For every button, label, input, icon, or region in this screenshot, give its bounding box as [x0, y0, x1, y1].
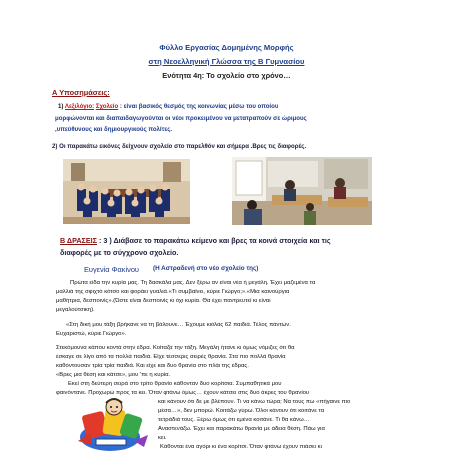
worksheet-subtitle: στη Νεοελληνική Γλώσσα της Β Γυμνασίου	[148, 57, 305, 66]
vocab-term: Σχολείο	[95, 103, 119, 110]
passage-line: φαινόντανε. Προχωρώ προς τα κει. Όταν φτάνω όμως… έχουν κάτσει στις δυο άκρες του θρανίου	[56, 390, 310, 396]
vocab-line-3: ,υπεύθυνους και δημιουργικούς πολίτες.	[55, 126, 173, 133]
passage-line: «Βρες μια θέση και κάτσε», μου 'πε η κυρία.	[56, 372, 171, 378]
passage-line: «Στη δική μου τάξη βρήκανε να τη βάλουνε… Έχουμε κιόλας 62 παιδιά. Τέλος πάντων.	[66, 322, 291, 328]
text-source-title: (Η Αστραδενή στο νέο σχολείο της)	[153, 265, 259, 272]
old-classroom-photo	[63, 159, 190, 224]
vocab-label: Λεξιλόγιο:	[64, 103, 95, 110]
text-author: Ευγενία Φακίνου	[84, 265, 139, 274]
item-2-instruction: 2) Οι παρακάτω εικόνες δείχνουν σχολείο στο παρελθόν και σήμερα .Βρες τις διαφορές.	[52, 143, 307, 150]
vocab-line-2: μορφώνονται και διαπαιδαγωγούνται οι νέοι προκειμένου να μετατραπούν σε ώριμους	[55, 115, 307, 122]
unit-title: Ενότητα 4η: Το σχολείο στο χρόνο…	[162, 71, 291, 80]
school-cartoon-illustration	[70, 397, 154, 453]
passage-line: μαθήτρια, δεσποινίς».(Ώστε είναι δεσποινίς κι όχι κυρία. Θα έχει παντρευτεί κι είναι	[56, 298, 271, 304]
passage-line: έσκαγε σε λίγο από τα πολλά παιδιά. Είχε τέσσερις σειρές θρανία. Στα πιο πολλά θρανία	[56, 354, 286, 360]
passage-line: Αναστενάζω. Έχει και παρακάτω θρανία με άδεια θέση. Πάω για	[158, 426, 325, 432]
passage-line: Στεκόμουνα κάπου κοντά στην έδρα. Κοίταζα την τάξη. Μεγάλη ήτανε κι όμως νόμιζες ότι θα	[56, 345, 295, 351]
passage-line: Ευχαριστώ, κύριε Γιώργο».	[56, 331, 127, 337]
passage-line: Κάθονται ένα αγόρι κι ένα κορίτσι. Όταν φτάνω έχουν πιάσει κι	[160, 444, 322, 450]
passage-line: και κάνουν ότι δε με βλέπουν. Τι να κάνω τώρα; Να τους πω «πήγαινε πιο	[158, 399, 351, 405]
section-b-heading: Β ΔΡΑΣΕΙΣ	[60, 236, 97, 245]
passage-line: τετράδιά τους. Ξέρω όμως ότι εμένα κοιτάνε. Τι θα κάνω…	[158, 417, 310, 423]
modern-classroom-photo	[232, 157, 372, 225]
passage-line: Πρώτα είδα την κυρία μας. Τη δασκάλα μας. Δεν ξέρω αν είναι νέα ή μεγάλη. Έχει μαζεμένα τα	[70, 280, 316, 286]
section-b-line-1: Β ΔΡΑΣΕΙΣ : 3 ) Διάβασε το παρακάτω κείμενο και βρες τα κοινά στοιχεία και τις	[60, 236, 331, 245]
passage-line: μαλλιά της σφιχτό κότσο και φοράει γυαλιά.«Τι συμβαίνει, κύριε Γιώργο;».«Μια καινούργια	[56, 289, 290, 295]
section-b-line-2: διαφορές με το σύγχρονο σχολείο.	[60, 248, 179, 257]
passage-line: μεγαλούτσικη).	[56, 307, 95, 313]
passage-line: μέσα…», δεν μπορώ. Κοιτάζω γύρω. Όλοι κάνουν ότι κοιτάνε τα	[158, 408, 325, 414]
passage-line: Εκεί στη δεύτερη σειρά στο τρίτο θρανίο κάθονταν δυο κορίτσια. Συμπαθητικά μου	[68, 381, 282, 387]
section-a-heading: Α Υποσημάσεις:	[52, 88, 110, 97]
passage-line: καθόντουσαν τρία τρία παιδιά. Και είχε και δυο θρανία στο πλάι της έδρας.	[56, 363, 249, 369]
vocab-line-1: 1) Λεξιλόγιο: Σχολείο : είναι βασικός θεσμός της κοινωνίας μέσω του οποίου	[58, 103, 279, 110]
worksheet-title: Φύλλο Εργασίας Δομημένης Μορφής	[159, 43, 294, 52]
passage-line: κει.	[158, 435, 167, 441]
